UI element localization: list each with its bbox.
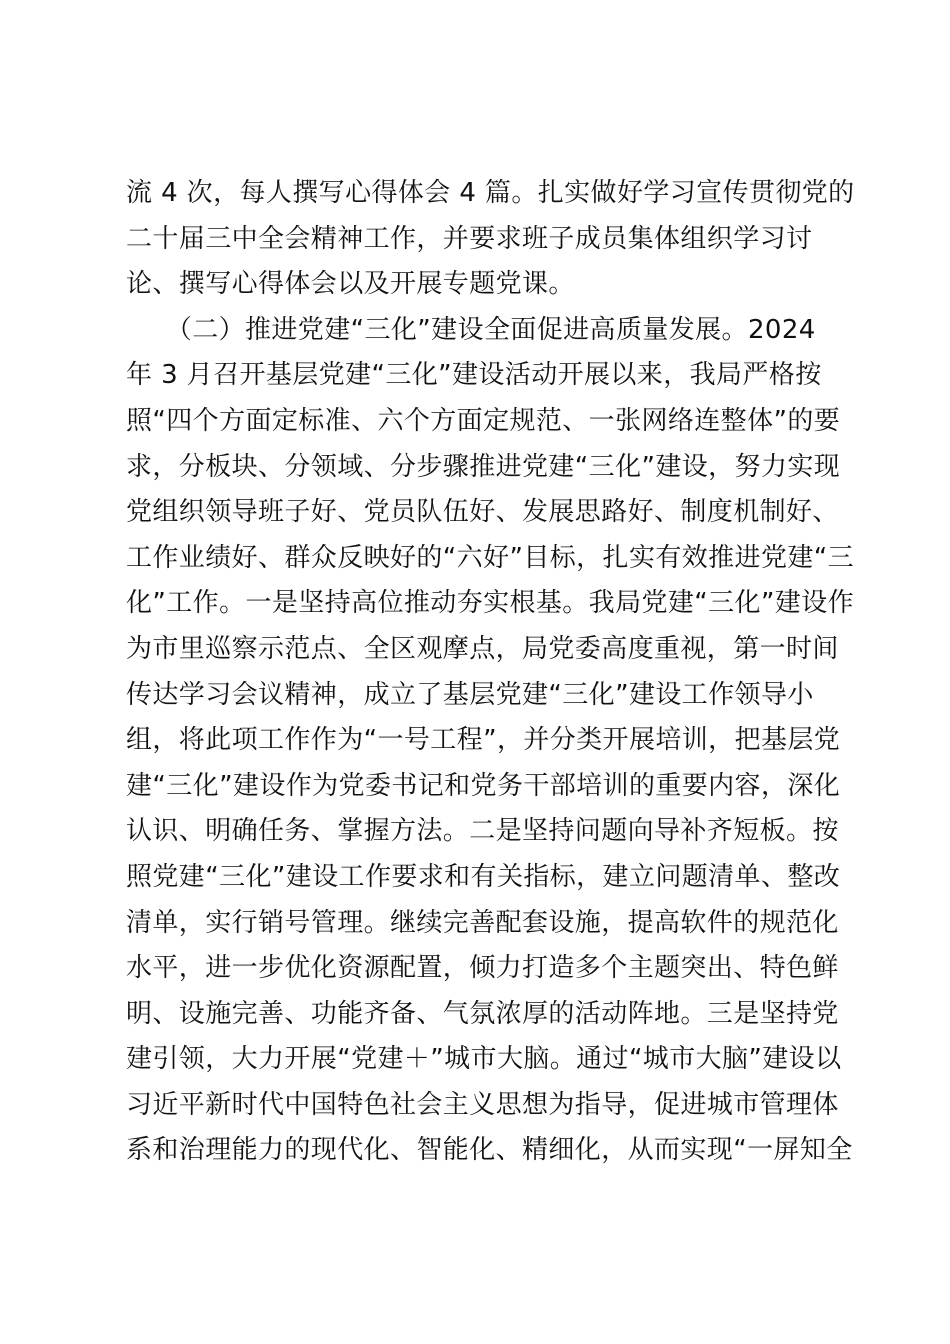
text-line: 化”工作。一是坚持高位推动夯实根基。我局党建“三化”建设作 (126, 588, 855, 619)
text-line: 习近平新时代中国特色社会主义思想为指导，促进城市管理体 (126, 1089, 839, 1120)
text-line: 党组织领导班子好、党员队伍好、发展思路好、制度机制好、 (126, 497, 839, 528)
text-line: 传达学习会议精神，成立了基层党建“三化”建设工作领导小 (126, 679, 814, 710)
section-heading-line: （二）推进党建“三化”建设全面促进高质量发展。2024 (126, 314, 816, 345)
body-text (126, 171, 855, 1174)
text-line: 水平，进一步优化资源配置，倾力打造多个主题突出、特色鲜 (126, 953, 839, 984)
text-line: 明、设施完善、功能齐备、气氛浓厚的活动阵地。三是坚持党 (126, 998, 839, 1029)
text-line: 求，分板块、分领域、分步骤推进党建“三化”建设，努力实现 (126, 451, 841, 482)
text-line: 建“三化”建设作为党委书记和党务干部培训的重要内容，深化 (126, 770, 841, 801)
text-line: 流 4 次，每人撰写心得体会 4 篇。扎实做好学习宣传贯彻党的 (126, 178, 855, 208)
text-line: 为市里巡察示范点、全区观摩点，局党委高度重视，第一时间 (126, 633, 839, 664)
text-line: 二十届三中全会精神工作，并要求班子成员集体组织学习讨 (126, 223, 813, 254)
text-line: 年 3 月召开基层党建“三化”建设活动开展以来，我局严格按 (126, 360, 822, 391)
text-line: 照党建“三化”建设工作要求和有关指标，建立问题清单、整改 (126, 861, 841, 892)
text-line: 系和治理能力的现代化、智能化、精细化，从而实现“一屏知全 (126, 1135, 853, 1166)
text-line: 建引领，大力开展“党建＋”城市大脑。通过“城市大脑”建设以 (126, 1044, 842, 1075)
text-line: 照“四个方面定标准、六个方面定规范、一张网络连整体”的要 (126, 405, 841, 436)
text-line: 工作业绩好、群众反映好的“六好”目标，扎实有效推进党建“三 (126, 542, 855, 573)
text-line: 认识、明确任务、掌握方法。二是坚持问题向导补齐短板。按 (126, 816, 839, 847)
text-line: 清单，实行销号管理。继续完善配套设施，提高软件的规范化 (126, 907, 839, 938)
text-line: 组，将此项工作作为“一号工程”，并分类开展培训，把基层党 (126, 725, 841, 756)
text-line: 论、撰写心得体会以及开展专题党课。 (126, 269, 575, 300)
